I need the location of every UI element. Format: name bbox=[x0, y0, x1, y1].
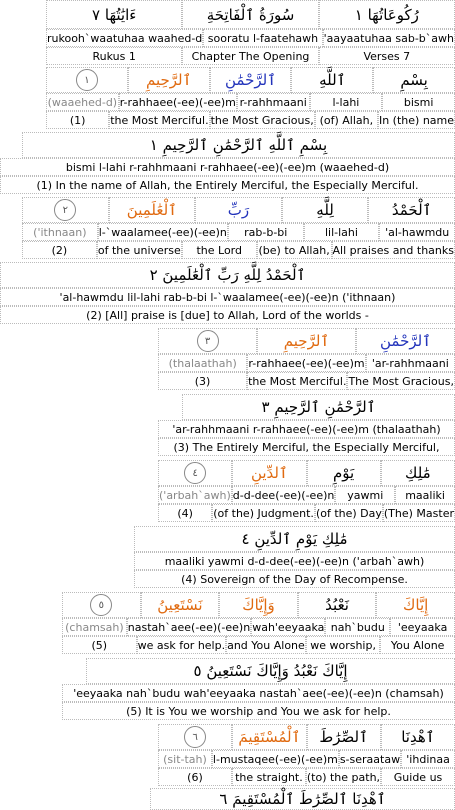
word-tr: (thalaathah) bbox=[158, 354, 247, 372]
header-translit-row bbox=[46, 29, 455, 47]
word-en: (The) Master bbox=[383, 504, 455, 522]
verse-2-line-en: (2) [All] praise is [due] to Allah, Lord of the worlds - bbox=[0, 306, 455, 324]
header-english-row bbox=[46, 47, 455, 65]
word-en: Guide us bbox=[381, 768, 455, 786]
verse-3-words-tr bbox=[158, 354, 455, 372]
word-ar: لِلَّهِ bbox=[282, 197, 369, 223]
verse-2-line-ar: ٱلْحَمْدُ لِلَّهِ رَبِّ ٱلْعَٰلَمِينَ ٢ bbox=[0, 262, 455, 288]
verse-3-words-en bbox=[158, 372, 455, 390]
word-ar: ٱلرَّحْمَٰنِ bbox=[356, 328, 455, 354]
word-en: You Alone bbox=[380, 636, 455, 654]
verse-1-line-tr: bismi l-lahi r-rahhmaani r-rahhaee(-ee)(-ee)m (waaehed-d) bbox=[0, 158, 455, 176]
word-ar: يَوْمِ bbox=[307, 460, 381, 486]
word-ar: ٱلْمُسْتَقِيمَ bbox=[232, 724, 306, 750]
word-tr: wah'eeyaaka bbox=[251, 618, 325, 636]
verse-1-words-en bbox=[46, 111, 455, 129]
word-ar: ٱلرَّحِيمِ bbox=[257, 328, 356, 354]
word-ar: ٱلرَّحِيمِ bbox=[128, 67, 210, 93]
verse-5-words-tr bbox=[62, 618, 455, 636]
word-tr: 'ar-rahhmaani bbox=[366, 354, 455, 372]
word-tr: (waaehed-d) bbox=[46, 93, 119, 111]
verse-4-line-en: (4) Sovereign of the Day of Recompense. bbox=[134, 570, 455, 588]
word-tr: yawmi bbox=[335, 486, 395, 504]
word-en: of the universe bbox=[97, 241, 182, 259]
word-ar: إِيَّاكَ bbox=[376, 592, 455, 618]
word-en: the Most Merciful. bbox=[247, 372, 347, 390]
verse-4-words-tr bbox=[158, 486, 455, 504]
verse-5-words-ar bbox=[62, 592, 455, 618]
verse-2-words-tr bbox=[22, 223, 455, 241]
verse-6-words-ar bbox=[158, 724, 455, 750]
word-tr: l-mustaqee(-ee)(-ee)m bbox=[212, 750, 339, 768]
verse-4-line-ar: مَٰلِكِ يَوْمِ ٱلدِّينِ ٤ bbox=[134, 526, 455, 552]
word-tr: ('arbah`awh) bbox=[158, 486, 232, 504]
word-tr: r-rahhmaani bbox=[237, 93, 310, 111]
word-en: (3) bbox=[158, 372, 247, 390]
word-en: All praises and thanks bbox=[332, 241, 455, 259]
word-tr: bismi bbox=[382, 93, 455, 111]
verse-2-line-tr: 'al-hawmdu lil-lahi rab-b-bi l-`waalamee(-ee)(-ee)n ('ithnaan) bbox=[0, 288, 455, 306]
verse-2-words-ar bbox=[22, 197, 455, 223]
word-en: we ask for help. bbox=[137, 636, 227, 654]
word-en: (to) the path, bbox=[306, 768, 381, 786]
word-ar: وَإِيَّاكَ bbox=[219, 592, 298, 618]
word-en: (5) bbox=[62, 636, 137, 654]
word-en: and You Alone bbox=[226, 636, 306, 654]
word-ar: ٱلصِّرَٰطَ bbox=[307, 724, 381, 750]
word-en: The Most Gracious, bbox=[347, 372, 455, 390]
word-tr: l-lahi bbox=[310, 93, 383, 111]
word-en: (be) to Allah, bbox=[257, 241, 332, 259]
word-en: In (the) name bbox=[378, 111, 455, 129]
word-ar: ٱلرَّحْمَٰنِ bbox=[210, 67, 292, 93]
verse-3-line-tr: 'ar-rahhmaani r-rahhaee(-ee)(-ee)m (thalaathah) bbox=[158, 420, 455, 438]
verse-number-icon: ١ bbox=[46, 67, 128, 93]
word-tr: nah`budu bbox=[325, 618, 390, 636]
word-tr: r-rahhaee(-ee)(-ee)m bbox=[247, 354, 365, 372]
word-tr: r-rahhaee(-ee)(-ee)m bbox=[119, 93, 237, 111]
word-tr: d-d-dee(-ee)(-ee)n bbox=[232, 486, 336, 504]
word-tr: ('ithnaan) bbox=[22, 223, 98, 241]
header-chapter-ar: سُورَةُ ٱلْفَاتِحَةِ bbox=[182, 0, 318, 29]
word-en: (of) Allah, bbox=[315, 111, 378, 129]
word-tr: 'ihdinaa bbox=[401, 750, 455, 768]
word-ar: ٱهْدِنَا bbox=[381, 724, 455, 750]
verse-1-line-ar: بِسْمِ ٱللَّهِ ٱلرَّحْمَٰنِ ٱلرَّحِيمِ ١ bbox=[22, 132, 455, 158]
word-ar: ٱلْعَٰلَمِينَ bbox=[109, 197, 196, 223]
word-en: (of the) Judgment. bbox=[212, 504, 315, 522]
word-tr: (chamsah) bbox=[62, 618, 127, 636]
header-arabic-row bbox=[46, 0, 455, 29]
word-en: (2) bbox=[22, 241, 97, 259]
verse-number-icon: ٥ bbox=[62, 592, 141, 618]
verse-1-words-tr bbox=[46, 93, 455, 111]
word-en: the Most Merciful. bbox=[109, 111, 209, 129]
word-tr: nastah`aee(-ee)(-ee)n bbox=[127, 618, 251, 636]
word-tr: rab-b-bi bbox=[228, 223, 304, 241]
header-rukus-tr: rukooh`waatuhaa waahed-d bbox=[46, 29, 203, 47]
verse-5-words-en bbox=[62, 636, 455, 654]
word-en: (of the) Day bbox=[315, 504, 383, 522]
word-ar: نَعْبُدُ bbox=[298, 592, 377, 618]
word-ar: ٱللَّهِ bbox=[291, 67, 373, 93]
verse-3-line-ar: ٱلرَّحْمَٰنِ ٱلرَّحِيمِ ٣ bbox=[182, 394, 455, 420]
verse-6-line-ar: ٱهْدِنَا ٱلصِّرَٰطَ ٱلْمُسْتَقِيمَ ٦ bbox=[150, 788, 455, 810]
word-tr: (sit-tah) bbox=[158, 750, 212, 768]
word-ar: بِسْمِ bbox=[373, 67, 455, 93]
verse-1-words-ar bbox=[46, 67, 455, 93]
verse-1-line-en: (1) In the name of Allah, the Entirely Merciful, the Especially Merciful. bbox=[0, 176, 455, 194]
verse-5-line-en: (5) It is You we worship and You we ask for help. bbox=[62, 702, 455, 720]
word-ar: ٱلْحَمْدُ bbox=[368, 197, 455, 223]
verse-3-line-en: (3) The Entirely Merciful, the Especially Merciful, bbox=[158, 438, 455, 456]
word-tr: l-`waalamee(-ee)(-ee)n bbox=[98, 223, 228, 241]
verse-number-icon: ٣ bbox=[158, 328, 257, 354]
verse-6-words-tr bbox=[158, 750, 455, 768]
verse-4-words-en bbox=[158, 504, 455, 522]
header-verses-en: Verses 7 bbox=[319, 47, 455, 65]
verse-3-words-ar bbox=[158, 328, 455, 354]
verse-4-words-ar bbox=[158, 460, 455, 486]
word-ar: رَبِّ bbox=[195, 197, 282, 223]
word-en: (1) bbox=[46, 111, 109, 129]
word-en: the straight. bbox=[232, 768, 306, 786]
header-chapter-en: Chapter The Opening bbox=[182, 47, 318, 65]
word-tr: lil-lahi bbox=[304, 223, 380, 241]
word-tr: maaliki bbox=[395, 486, 455, 504]
verse-5-line-ar: إِيَّاكَ نَعْبُدُ وَإِيَّاكَ نَسْتَعِينُ ٥ bbox=[86, 658, 455, 684]
word-en: the Lord bbox=[182, 241, 257, 259]
verse-number-icon: ٤ bbox=[158, 460, 232, 486]
word-ar: ٱلدِّينِ bbox=[232, 460, 306, 486]
word-ar: مَٰلِكِ bbox=[381, 460, 455, 486]
verse-2-words-en bbox=[22, 241, 455, 259]
word-tr: s-seraataw bbox=[339, 750, 401, 768]
word-en: we worship, bbox=[306, 636, 381, 654]
word-ar: نَسْتَعِينُ bbox=[141, 592, 220, 618]
header-rukus-ar: رُكُوعَاتُهَا ١ bbox=[319, 0, 455, 29]
verse-number-icon: ٦ bbox=[158, 724, 232, 750]
verse-number-icon: ٢ bbox=[22, 197, 109, 223]
verse-5-line-tr: 'eeyaaka nah`budu wah'eeyaaka nastah`aee(-ee)(-ee)n (chamsah) bbox=[62, 684, 455, 702]
header-verses-tr: 'aayaatuhaa sab-b`awh bbox=[323, 29, 455, 47]
header-verses-ar: ءَايَٰتُهَا ٧ bbox=[46, 0, 182, 29]
header-rukus-en: Rukus 1 bbox=[46, 47, 182, 65]
header-chapter-tr: sooratu l-faatehawh bbox=[203, 29, 322, 47]
word-en: (4) bbox=[158, 504, 212, 522]
word-en: (6) bbox=[158, 768, 232, 786]
word-tr: 'eeyaaka bbox=[390, 618, 455, 636]
verse-6-words-en bbox=[158, 768, 455, 786]
verse-4-line-tr: maaliki yawmi d-d-dee(-ee)(-ee)n ('arbah`awh) bbox=[134, 552, 455, 570]
word-tr: 'al-hawmdu bbox=[379, 223, 455, 241]
word-en: the Most Gracious, bbox=[210, 111, 315, 129]
